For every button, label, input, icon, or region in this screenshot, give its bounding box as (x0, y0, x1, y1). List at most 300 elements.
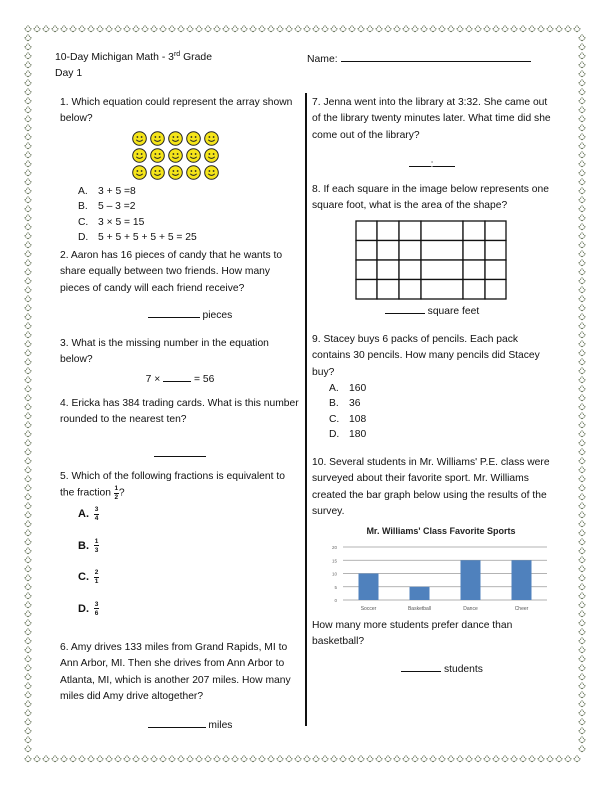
diamond-icon (25, 656, 31, 662)
diamond-icon (25, 620, 31, 626)
diamond-icon (25, 431, 31, 437)
grid-square (356, 280, 377, 300)
diamond-icon (579, 152, 585, 158)
diamond-icon (25, 143, 31, 149)
hours-blank[interactable] (409, 156, 431, 167)
diamond-icon (579, 449, 585, 455)
diamond-icon (579, 242, 585, 248)
diamond-icon (579, 494, 585, 500)
diamond-icon (25, 53, 31, 59)
question-9 (312, 332, 552, 443)
diamond-icon (579, 71, 585, 77)
diamond-icon (421, 26, 427, 32)
diamond-icon (25, 35, 31, 41)
smiley-face-icon (132, 148, 147, 163)
diamond-icon (367, 756, 373, 762)
question-5-options (78, 499, 300, 625)
diamond-icon (475, 26, 481, 32)
diamond-icon (547, 26, 553, 32)
column-divider (305, 93, 307, 726)
diamond-icon (25, 161, 31, 167)
smiley-face-icon (150, 148, 165, 163)
diamond-icon (25, 756, 31, 762)
diamond-icon (304, 26, 310, 32)
diamond-icon (340, 756, 346, 762)
grid-square (399, 241, 421, 261)
answer-blank[interactable] (154, 446, 206, 457)
diamond-icon (115, 756, 121, 762)
diamond-icon (25, 197, 31, 203)
name-input-line[interactable] (341, 50, 531, 62)
diamond-icon (457, 26, 463, 32)
diamond-icon (25, 341, 31, 347)
diamond-icon (25, 719, 31, 725)
question-3-text: 3. What is the missing number in the equation below? (60, 338, 269, 366)
diamond-icon (25, 287, 31, 293)
diamond-icon (511, 26, 517, 32)
square-grid-shape (355, 220, 509, 300)
diamond-icon (25, 494, 31, 500)
chart-title: Mr. Williams' Class Favorite Sports (366, 526, 516, 536)
grid-square (421, 221, 463, 241)
y-tick-label: 10 (331, 571, 337, 577)
diamond-icon (25, 647, 31, 653)
diamond-icon (457, 756, 463, 762)
diamond-icon (565, 756, 571, 762)
grid-square (377, 241, 399, 261)
option-b[interactable]: B. 5 – 3 =2 (78, 201, 136, 213)
diamond-icon (25, 467, 31, 473)
diamond-icon (556, 756, 562, 762)
diamond-icon (52, 26, 58, 32)
diamond-icon (579, 701, 585, 707)
grid-square (421, 260, 463, 280)
option-c[interactable]: C. 108 (329, 413, 367, 425)
question-1-options (78, 184, 295, 246)
question-3-equation: 7 × = 56 (60, 371, 300, 388)
grid-square (463, 221, 485, 241)
diamond-icon (412, 26, 418, 32)
diamond-icon (579, 620, 585, 626)
question-2-text: 2. Aaron has 16 pieces of candy that he wants to share equally between two friends. How many pieces of candy will each friend receive? (60, 250, 283, 294)
smiley-face-icon (150, 131, 165, 146)
diamond-icon (259, 756, 265, 762)
diamond-icon (25, 422, 31, 428)
diamond-icon (579, 107, 585, 113)
diamond-icon (579, 179, 585, 185)
diamond-icon (43, 756, 49, 762)
diamond-icon (268, 756, 274, 762)
diamond-icon (178, 26, 184, 32)
diamond-icon (232, 26, 238, 32)
diamond-icon (574, 26, 580, 32)
option-a[interactable]: A. $\frac{3}{4}$ (78, 506, 99, 523)
y-tick-label: 5 (334, 584, 337, 590)
day-label: Day 1 (55, 68, 83, 79)
diamond-icon (25, 377, 31, 383)
diamond-icon (579, 611, 585, 617)
bar-cheer (512, 560, 532, 600)
diamond-icon (403, 756, 409, 762)
diamond-icon (25, 62, 31, 68)
diamond-icon (25, 233, 31, 239)
diamond-icon (25, 278, 31, 284)
diamond-icon (313, 26, 319, 32)
diamond-icon (331, 26, 337, 32)
diamond-icon (25, 188, 31, 194)
diamond-icon (25, 314, 31, 320)
grid-square (485, 280, 506, 300)
diamond-icon (304, 756, 310, 762)
question-1-text: 1. Which equation could represent the array shown below? (60, 97, 293, 125)
diamond-icon (25, 485, 31, 491)
diamond-icon (484, 26, 490, 32)
diamond-icon (394, 26, 400, 32)
diamond-icon (286, 756, 292, 762)
diamond-icon (475, 756, 481, 762)
diamond-icon (25, 332, 31, 338)
diamond-icon (241, 756, 247, 762)
diamond-icon (70, 756, 76, 762)
name-field[interactable] (307, 50, 531, 68)
diamond-icon (205, 26, 211, 32)
diamond-icon (25, 224, 31, 230)
diamond-icon (579, 422, 585, 428)
diamond-icon (277, 756, 283, 762)
question-10-text: 10. Several students in Mr. Williams' P.E. class were surveyed about their favorite sport. Mr. Williams created the bar graph below using the results of the survey. (312, 457, 550, 517)
question-4-text: 4. Ericka has 384 trading cards. What is this number rounded to the nearest ten? (60, 398, 299, 426)
diamond-icon (579, 89, 585, 95)
diamond-icon (214, 26, 220, 32)
given-fraction: $\frac{1}{2}$ (114, 485, 119, 502)
answer-blank[interactable] (163, 371, 191, 382)
diamond-icon (61, 26, 67, 32)
diamond-icon (579, 53, 585, 59)
diamond-icon (169, 756, 175, 762)
worksheet-header (55, 50, 212, 82)
diamond-icon (579, 206, 585, 212)
question-5-text: 5. Which of the following fractions is equivalent to the fraction $\frac{1}{2}$ ? (60, 471, 285, 502)
option-a[interactable]: A. 3 + 5 =8 (78, 185, 136, 197)
diamond-icon (25, 512, 31, 518)
diamond-icon (259, 26, 265, 32)
x-tick-label: Cheer (514, 606, 529, 612)
grid-square (399, 221, 421, 241)
diamond-icon (579, 188, 585, 194)
diamond-icon (579, 350, 585, 356)
diamond-icon (286, 26, 292, 32)
diamond-icon (579, 674, 585, 680)
diamond-icon (466, 26, 472, 32)
diamond-icon (25, 71, 31, 77)
diamond-icon (25, 629, 31, 635)
smiley-face-icon (186, 131, 201, 146)
smiley-face-icon (168, 131, 183, 146)
diamond-icon (97, 26, 103, 32)
grid-square (399, 260, 421, 280)
diamond-icon (340, 26, 346, 32)
diamond-icon (579, 602, 585, 608)
smiley-face-icon (132, 165, 147, 180)
diamond-icon (268, 26, 274, 32)
diamond-icon (25, 170, 31, 176)
diamond-icon (579, 215, 585, 221)
diamond-icon (25, 440, 31, 446)
question-10 (312, 455, 552, 520)
question-2 (60, 248, 300, 324)
diamond-icon (133, 756, 139, 762)
diamond-icon (579, 125, 585, 131)
option-b[interactable]: B. 36 (329, 398, 361, 410)
option-a[interactable]: A. 160 (329, 382, 367, 394)
option-d[interactable]: D. 180 (329, 429, 367, 441)
diamond-icon (579, 314, 585, 320)
diamond-icon (430, 26, 436, 32)
diamond-icon (529, 756, 535, 762)
question-6-answer: miles (60, 717, 300, 734)
diamond-icon (579, 341, 585, 347)
option-c[interactable]: C. $\frac{2}{1}$ (78, 569, 99, 586)
diamond-icon (106, 26, 112, 32)
diamond-icon (579, 278, 585, 284)
diamond-icon (538, 756, 544, 762)
grid-square (463, 280, 485, 300)
grid-square (463, 260, 485, 280)
diamond-icon (394, 756, 400, 762)
smiley-face-icon (132, 131, 147, 146)
diamond-icon (579, 359, 585, 365)
question-4-answer (60, 446, 300, 463)
option-b[interactable]: B. $\frac{1}{3}$ (78, 537, 99, 554)
diamond-icon (25, 89, 31, 95)
x-tick-label: Dance (463, 606, 478, 612)
diamond-icon (579, 548, 585, 554)
diamond-icon (25, 413, 31, 419)
smiley-face-icon (186, 165, 201, 180)
bar-basketball (410, 587, 430, 600)
diamond-icon (574, 756, 580, 762)
diamond-icon (142, 26, 148, 32)
diamond-icon (25, 206, 31, 212)
diamond-icon (403, 26, 409, 32)
question-6 (60, 640, 300, 734)
diamond-icon (295, 26, 301, 32)
diamond-icon (205, 756, 211, 762)
question-8 (312, 182, 552, 215)
diamond-icon (547, 756, 553, 762)
diamond-icon (322, 26, 328, 32)
diamond-icon (25, 674, 31, 680)
y-tick-label: 20 (331, 545, 337, 550)
diamond-icon (25, 710, 31, 716)
diamond-icon (511, 756, 517, 762)
diamond-icon (295, 756, 301, 762)
grid-square (377, 221, 399, 241)
diamond-icon (579, 647, 585, 653)
worksheet-title: 10-Day Michigan Math - 3rd Grade (55, 51, 212, 63)
question-10-answer: students (312, 661, 552, 678)
diamond-icon (25, 728, 31, 734)
diamond-icon (25, 269, 31, 275)
diamond-icon (25, 530, 31, 536)
diamond-icon (151, 26, 157, 32)
diamond-icon (579, 566, 585, 572)
diamond-icon (484, 756, 490, 762)
diamond-icon (196, 26, 202, 32)
diamond-icon (142, 756, 148, 762)
diamond-icon (25, 350, 31, 356)
diamond-icon (579, 395, 585, 401)
option-d[interactable]: D. 5 + 5 + 5 + 5 + 5 = 25 (78, 232, 197, 244)
diamond-icon (25, 611, 31, 617)
favorite-sports-bar-chart (315, 520, 555, 615)
question-7 (312, 95, 552, 173)
diamond-icon (579, 629, 585, 635)
diamond-icon (579, 440, 585, 446)
diamond-icon (25, 521, 31, 527)
diamond-icon (25, 593, 31, 599)
grid-square (421, 241, 463, 261)
diamond-icon (25, 134, 31, 140)
minutes-blank[interactable] (433, 156, 455, 167)
diamond-icon (579, 332, 585, 338)
question-4 (60, 396, 300, 463)
diamond-icon (579, 251, 585, 257)
diamond-icon (52, 756, 58, 762)
diamond-icon (579, 458, 585, 464)
diamond-icon (25, 107, 31, 113)
option-d[interactable]: D. $\frac{3}{6}$ (78, 600, 99, 617)
diamond-icon (358, 756, 364, 762)
diamond-icon (493, 756, 499, 762)
diamond-icon (579, 287, 585, 293)
diamond-icon (579, 170, 585, 176)
question-3 (60, 336, 300, 388)
diamond-icon (25, 692, 31, 698)
diamond-icon (579, 476, 585, 482)
question-5 (60, 469, 300, 625)
diamond-icon (367, 26, 373, 32)
diamond-icon (579, 710, 585, 716)
diamond-icon (579, 269, 585, 275)
diamond-icon (502, 26, 508, 32)
diamond-icon (448, 756, 454, 762)
answer-blank[interactable] (385, 303, 425, 314)
diamond-icon (25, 503, 31, 509)
diamond-icon (25, 449, 31, 455)
diamond-icon (579, 224, 585, 230)
diamond-icon (25, 395, 31, 401)
diamond-icon (214, 756, 220, 762)
question-1 (60, 95, 295, 246)
diamond-icon (579, 404, 585, 410)
diamond-icon (25, 638, 31, 644)
diamond-icon (579, 683, 585, 689)
option-c[interactable]: C. 3 × 5 = 15 (78, 216, 145, 228)
diamond-icon (25, 737, 31, 743)
diamond-icon (25, 548, 31, 554)
diamond-icon (25, 359, 31, 365)
diamond-icon (579, 431, 585, 437)
diamond-icon (25, 152, 31, 158)
diamond-icon (579, 413, 585, 419)
smiley-face-icon (186, 148, 201, 163)
diamond-icon (579, 377, 585, 383)
diamond-icon (25, 386, 31, 392)
smiley-face-icon (204, 148, 219, 163)
grid-square (421, 280, 463, 300)
diamond-icon (579, 296, 585, 302)
diamond-icon (196, 756, 202, 762)
question-10-followup-text: How many more students prefer dance than basketball? (312, 620, 513, 648)
diamond-icon (25, 584, 31, 590)
question-7-answer: : (312, 156, 552, 173)
diamond-icon (277, 26, 283, 32)
answer-blank[interactable] (401, 661, 441, 672)
diamond-icon (376, 756, 382, 762)
diamond-icon (579, 593, 585, 599)
diamond-icon (565, 26, 571, 32)
diamond-icon (25, 539, 31, 545)
grid-square (356, 241, 377, 261)
diamond-icon (34, 756, 40, 762)
diamond-icon (25, 566, 31, 572)
diamond-icon (241, 26, 247, 32)
smiley-face-icon (204, 131, 219, 146)
diamond-icon (25, 296, 31, 302)
diamond-icon (115, 26, 121, 32)
diamond-icon (25, 179, 31, 185)
diamond-icon (466, 756, 472, 762)
diamond-icon (232, 756, 238, 762)
diamond-icon (385, 756, 391, 762)
diamond-icon (187, 26, 193, 32)
diamond-icon (538, 26, 544, 32)
diamond-icon (160, 756, 166, 762)
answer-blank[interactable] (148, 717, 206, 728)
diamond-icon (358, 26, 364, 32)
diamond-icon (385, 26, 391, 32)
diamond-icon (579, 521, 585, 527)
diamond-icon (25, 323, 31, 329)
diamond-icon (579, 98, 585, 104)
diamond-icon (579, 584, 585, 590)
question-9-text: 9. Stacey buys 6 packs of pencils. Each pack contains 30 pencils. How many pencils did Stacey buy? (312, 334, 540, 378)
diamond-icon (349, 756, 355, 762)
x-tick-label: Basketball (407, 606, 432, 612)
diamond-icon (579, 368, 585, 374)
diamond-icon (223, 756, 229, 762)
diamond-icon (579, 737, 585, 743)
grid-square (377, 280, 399, 300)
diamond-icon (579, 44, 585, 50)
diamond-icon (579, 719, 585, 725)
diamond-icon (493, 26, 499, 32)
diamond-icon (25, 458, 31, 464)
diamond-icon (579, 134, 585, 140)
diamond-icon (25, 260, 31, 266)
diamond-icon (43, 26, 49, 32)
y-tick-label: 0 (334, 598, 337, 603)
diamond-icon (169, 26, 175, 32)
diamond-icon (520, 756, 526, 762)
question-8-answer: square feet (312, 303, 552, 320)
answer-blank[interactable] (148, 307, 200, 318)
diamond-icon (579, 116, 585, 122)
grid-square (377, 260, 399, 280)
diamond-icon (34, 26, 40, 32)
diamond-icon (88, 26, 94, 32)
